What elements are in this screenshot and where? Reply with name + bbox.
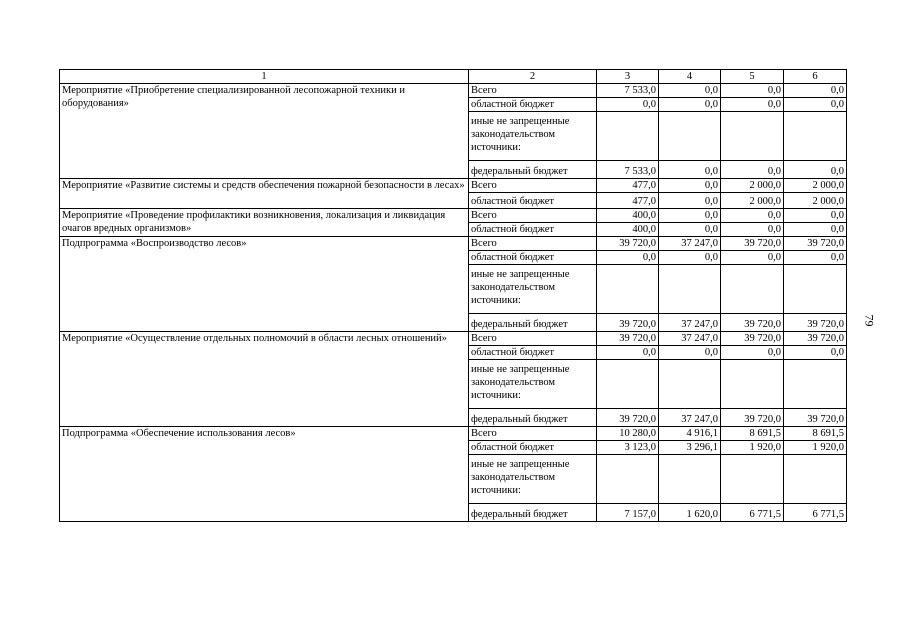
column-header-2: 2 (469, 70, 597, 84)
value-cell-col3: 0,0 (597, 251, 659, 265)
value-cell-col3 (597, 112, 659, 161)
value-cell-col6: 39 720,0 (784, 314, 847, 332)
value-cell-col3: 39 720,0 (597, 332, 659, 346)
value-cell-col6 (784, 455, 847, 504)
value-cell-col4: 0,0 (659, 193, 721, 209)
value-cell-col3: 39 720,0 (597, 237, 659, 251)
value-cell-col5 (721, 265, 784, 314)
page-number: 79 (862, 314, 877, 327)
value-cell-col6: 39 720,0 (784, 409, 847, 427)
value-cell-col5: 0,0 (721, 161, 784, 179)
value-cell-col4: 0,0 (659, 346, 721, 360)
funding-source-label: областной бюджет (469, 193, 597, 209)
column-header-4: 4 (659, 70, 721, 84)
value-cell-col4 (659, 265, 721, 314)
funding-source-label: Всего (469, 209, 597, 223)
value-cell-col5: 1 920,0 (721, 441, 784, 455)
table-row (60, 84, 847, 98)
value-cell-col5: 0,0 (721, 251, 784, 265)
funding-source-label: федеральный бюджет (469, 161, 597, 179)
value-cell-col4: 0,0 (659, 98, 721, 112)
funding-source-label: областной бюджет (469, 98, 597, 112)
budget-table (59, 69, 847, 522)
value-cell-col5: 0,0 (721, 346, 784, 360)
funding-source-label: Всего (469, 237, 597, 251)
value-cell-col3: 477,0 (597, 179, 659, 193)
value-cell-col4: 0,0 (659, 209, 721, 223)
value-cell-col5: 6 771,5 (721, 504, 784, 522)
value-cell-col3: 10 280,0 (597, 427, 659, 441)
funding-source-label: федеральный бюджет (469, 504, 597, 522)
table-row (60, 237, 847, 251)
value-cell-col4: 37 247,0 (659, 409, 721, 427)
value-cell-col5: 39 720,0 (721, 314, 784, 332)
value-cell-col4: 37 247,0 (659, 237, 721, 251)
table-row (60, 332, 847, 346)
value-cell-col4 (659, 455, 721, 504)
value-cell-col6: 2 000,0 (784, 179, 847, 193)
funding-source-label: иные не запрещенные законодательством источники: (469, 360, 597, 409)
funding-source-label: областной бюджет (469, 346, 597, 360)
value-cell-col3: 7 157,0 (597, 504, 659, 522)
funding-source-label: федеральный бюджет (469, 409, 597, 427)
value-cell-col5: 39 720,0 (721, 237, 784, 251)
value-cell-col6 (784, 360, 847, 409)
value-cell-col6: 1 920,0 (784, 441, 847, 455)
value-cell-col5: 39 720,0 (721, 332, 784, 346)
value-cell-col3: 0,0 (597, 98, 659, 112)
funding-source-label: областной бюджет (469, 223, 597, 237)
funding-source-label: областной бюджет (469, 441, 597, 455)
value-cell-col3: 7 533,0 (597, 84, 659, 98)
value-cell-col4: 0,0 (659, 161, 721, 179)
column-header-1: 1 (60, 70, 469, 84)
table-body (60, 70, 847, 522)
measure-name: Мероприятие «Осуществление отдельных полномочий в области лесных отношений» (60, 332, 469, 427)
value-cell-col6: 6 771,5 (784, 504, 847, 522)
value-cell-col3: 400,0 (597, 223, 659, 237)
funding-source-label: Всего (469, 332, 597, 346)
measure-name: Мероприятие «Проведение профилактики возникновения, локализация и ликвидация очагов вредных организмов» (60, 209, 469, 237)
column-header-5: 5 (721, 70, 784, 84)
value-cell-col5: 2 000,0 (721, 179, 784, 193)
value-cell-col5: 8 691,5 (721, 427, 784, 441)
value-cell-col6: 0,0 (784, 84, 847, 98)
value-cell-col4: 4 916,1 (659, 427, 721, 441)
funding-source-label: федеральный бюджет (469, 314, 597, 332)
value-cell-col5: 2 000,0 (721, 193, 784, 209)
funding-source-label: Всего (469, 427, 597, 441)
value-cell-col5: 0,0 (721, 84, 784, 98)
funding-source-label: иные не запрещенные законодательством источники: (469, 112, 597, 161)
value-cell-col6 (784, 112, 847, 161)
value-cell-col3 (597, 455, 659, 504)
value-cell-col4: 3 296,1 (659, 441, 721, 455)
measure-name: Подпрограмма «Обеспечение использования лесов» (60, 427, 469, 522)
column-header-6: 6 (784, 70, 847, 84)
value-cell-col3: 3 123,0 (597, 441, 659, 455)
value-cell-col3: 39 720,0 (597, 314, 659, 332)
value-cell-col6: 8 691,5 (784, 427, 847, 441)
value-cell-col4: 0,0 (659, 223, 721, 237)
value-cell-col6: 39 720,0 (784, 332, 847, 346)
table-row (60, 427, 847, 441)
value-cell-col3: 39 720,0 (597, 409, 659, 427)
value-cell-col5 (721, 360, 784, 409)
value-cell-col6: 0,0 (784, 346, 847, 360)
value-cell-col3: 400,0 (597, 209, 659, 223)
value-cell-col4: 37 247,0 (659, 332, 721, 346)
value-cell-col4 (659, 360, 721, 409)
value-cell-col6: 0,0 (784, 161, 847, 179)
value-cell-col5 (721, 455, 784, 504)
value-cell-col6: 39 720,0 (784, 237, 847, 251)
measure-name: Мероприятие «Приобретение специализированной лесопожарной техники и оборудования» (60, 84, 469, 179)
funding-source-label: иные не запрещенные законодательством источники: (469, 265, 597, 314)
value-cell-col3: 7 533,0 (597, 161, 659, 179)
header-row (60, 70, 847, 84)
value-cell-col4: 0,0 (659, 84, 721, 98)
value-cell-col6: 2 000,0 (784, 193, 847, 209)
funding-source-label: Всего (469, 179, 597, 193)
value-cell-col4: 1 620,0 (659, 504, 721, 522)
value-cell-col5 (721, 112, 784, 161)
measure-name: Мероприятие «Развитие системы и средств обеспечения пожарной безопасности в лесах» (60, 179, 469, 209)
value-cell-col6: 0,0 (784, 209, 847, 223)
value-cell-col4: 0,0 (659, 179, 721, 193)
value-cell-col4 (659, 112, 721, 161)
column-header-3: 3 (597, 70, 659, 84)
value-cell-col6 (784, 265, 847, 314)
value-cell-col4: 0,0 (659, 251, 721, 265)
table-row (60, 209, 847, 223)
value-cell-col6: 0,0 (784, 251, 847, 265)
funding-source-label: областной бюджет (469, 251, 597, 265)
value-cell-col3 (597, 265, 659, 314)
value-cell-col6: 0,0 (784, 98, 847, 112)
value-cell-col6: 0,0 (784, 223, 847, 237)
funding-source-label: Всего (469, 84, 597, 98)
value-cell-col5: 39 720,0 (721, 409, 784, 427)
value-cell-col4: 37 247,0 (659, 314, 721, 332)
value-cell-col5: 0,0 (721, 209, 784, 223)
table-row (60, 179, 847, 193)
value-cell-col3: 477,0 (597, 193, 659, 209)
funding-source-label: иные не запрещенные законодательством источники: (469, 455, 597, 504)
value-cell-col5: 0,0 (721, 223, 784, 237)
value-cell-col3: 0,0 (597, 346, 659, 360)
value-cell-col5: 0,0 (721, 98, 784, 112)
measure-name: Подпрограмма «Воспроизводство лесов» (60, 237, 469, 332)
value-cell-col3 (597, 360, 659, 409)
